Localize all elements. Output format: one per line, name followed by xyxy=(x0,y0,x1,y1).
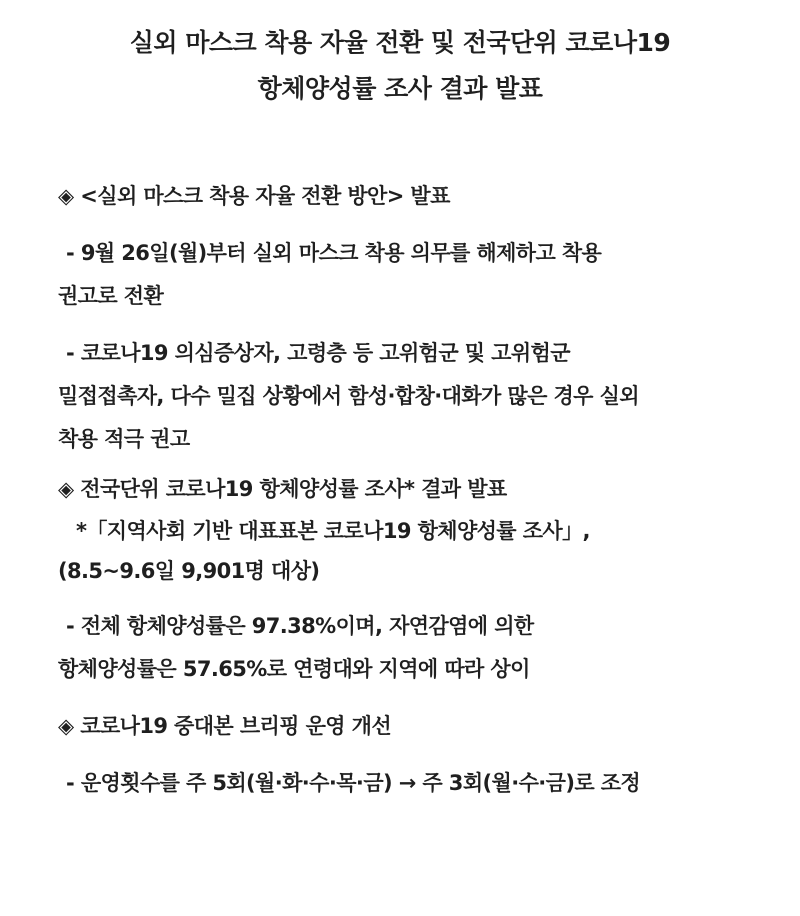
paragraph-line: 권고로 전환 xyxy=(58,284,164,308)
paragraph-line: 항체양성률은 57.65%로 연령대와 지역에 따라 상이 xyxy=(58,657,530,681)
section-heading-antibody: ◈ 전국단위 코로나19 항체양성률 조사* 결과 발표 xyxy=(58,477,507,501)
paragraph-line: - 전체 항체양성률은 97.38%이며, 자연감염에 의한 xyxy=(66,614,534,638)
title-line-2: 항체양성률 조사 결과 발표 xyxy=(257,74,543,103)
paragraph-line: - 9월 26일(월)부터 실외 마스크 착용 의무를 해제하고 착용 xyxy=(66,241,602,265)
footnote-line: (8.5~9.6일 9,901명 대상) xyxy=(58,559,320,583)
section-heading-briefing: ◈ 코로나19 중대본 브리핑 운영 개선 xyxy=(58,714,392,738)
title-line-1: 실외 마스크 착용 자율 전환 및 전국단위 코로나19 xyxy=(129,28,671,57)
paragraph-line: - 코로나19 의심증상자, 고령층 등 고위험군 및 고위험군 xyxy=(66,341,570,365)
footnote-line: *「지역사회 기반 대표표본 코로나19 항체양성률 조사」, xyxy=(76,519,590,543)
paragraph-line: - 운영횟수를 주 5회(월·화·수·목·금) → 주 3회(월·수·금)로 조정 xyxy=(66,771,641,795)
paragraph-line: 착용 적극 권고 xyxy=(58,427,190,451)
paragraph-line: 밀접접촉자, 다수 밀집 상황에서 함성·합창·대화가 많은 경우 실외 xyxy=(58,384,639,408)
document-title xyxy=(0,20,800,112)
document-body xyxy=(58,175,758,805)
section-heading-mask: ◈ <실외 마스크 착용 자율 전환 방안> 발표 xyxy=(58,184,450,208)
